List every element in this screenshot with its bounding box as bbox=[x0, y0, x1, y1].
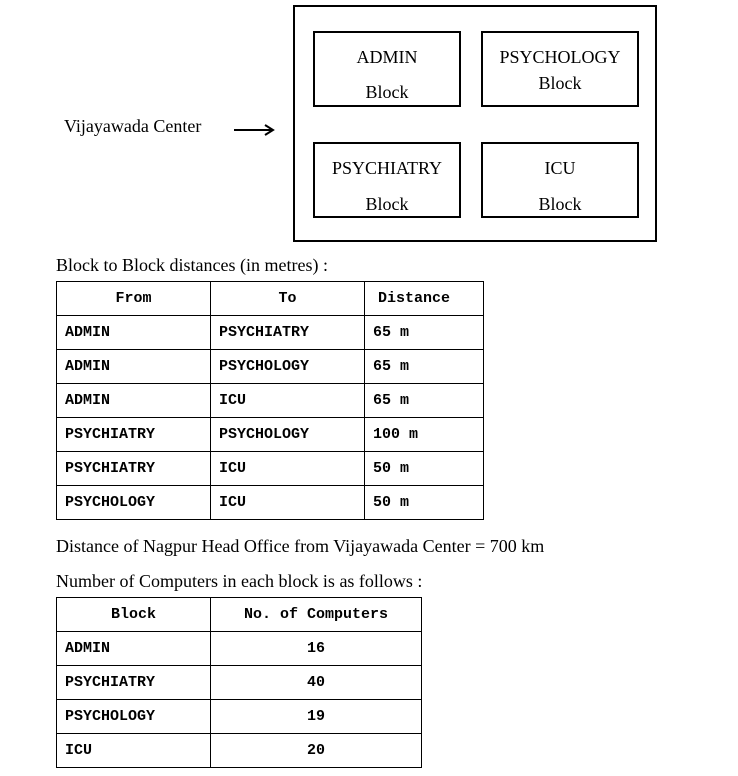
table-cell: PSYCHOLOGY bbox=[57, 486, 211, 520]
table-cell: PSYCHIATRY bbox=[57, 452, 211, 486]
table-row bbox=[57, 700, 422, 734]
campus-layout bbox=[293, 5, 657, 242]
computers-table bbox=[56, 597, 422, 768]
table-row bbox=[57, 418, 484, 452]
block-sub: Block bbox=[538, 73, 582, 93]
block-name: ICU bbox=[544, 158, 576, 178]
table-row bbox=[57, 666, 422, 700]
block-psychology bbox=[481, 31, 639, 107]
table-cell: 50 m bbox=[365, 486, 484, 520]
block-admin bbox=[313, 31, 461, 107]
table-cell: 65 m bbox=[365, 350, 484, 384]
table-cell: PSYCHIATRY bbox=[211, 316, 365, 350]
table-cell: PSYCHOLOGY bbox=[211, 418, 365, 452]
table-row bbox=[57, 486, 484, 520]
table-cell: ADMIN bbox=[57, 384, 211, 418]
table-cell: 20 bbox=[211, 734, 422, 768]
block-name: ADMIN bbox=[356, 47, 418, 67]
table-cell: PSYCHIATRY bbox=[57, 666, 211, 700]
table-header: No. of Computers bbox=[211, 598, 422, 632]
table-cell: 19 bbox=[211, 700, 422, 734]
table-cell: ADMIN bbox=[57, 316, 211, 350]
table-cell: ICU bbox=[211, 486, 365, 520]
table-cell: 65 m bbox=[365, 384, 484, 418]
distances-table bbox=[56, 281, 484, 520]
table-row bbox=[57, 316, 484, 350]
table-header: Distance bbox=[365, 282, 484, 316]
table-header: To bbox=[211, 282, 365, 316]
table-cell: 100 m bbox=[365, 418, 484, 452]
computers-caption: Number of Computers in each block is as follows : bbox=[56, 571, 423, 591]
block-icu bbox=[481, 142, 639, 218]
table-header: Block bbox=[57, 598, 211, 632]
table-row bbox=[57, 350, 484, 384]
block-name: PSYCHOLOGY bbox=[499, 47, 621, 67]
table-cell: ADMIN bbox=[57, 350, 211, 384]
right-arrow-icon bbox=[234, 120, 276, 138]
table-cell: PSYCHOLOGY bbox=[211, 350, 365, 384]
table-row bbox=[57, 452, 484, 486]
table-cell: ICU bbox=[211, 452, 365, 486]
distances-caption: Block to Block distances (in metres) : bbox=[56, 255, 328, 275]
table-cell: 40 bbox=[211, 666, 422, 700]
table-row bbox=[57, 632, 422, 666]
head-office-distance: Distance of Nagpur Head Office from Vijayawada Center = 700 km bbox=[56, 536, 545, 556]
table-cell: PSYCHOLOGY bbox=[57, 700, 211, 734]
table-row bbox=[57, 384, 484, 418]
table-cell: PSYCHIATRY bbox=[57, 418, 211, 452]
table-cell: 16 bbox=[211, 632, 422, 666]
table-header-row bbox=[57, 598, 422, 632]
table-cell: ICU bbox=[57, 734, 211, 768]
block-sub: Block bbox=[365, 82, 409, 102]
block-sub: Block bbox=[538, 194, 582, 214]
table-header: From bbox=[57, 282, 211, 316]
block-psychiatry bbox=[313, 142, 461, 218]
table-cell: 50 m bbox=[365, 452, 484, 486]
table-header-row bbox=[57, 282, 484, 316]
table-cell: ADMIN bbox=[57, 632, 211, 666]
table-cell: ICU bbox=[211, 384, 365, 418]
block-sub: Block bbox=[365, 194, 409, 214]
center-label: Vijayawada Center bbox=[64, 116, 202, 136]
block-name: PSYCHIATRY bbox=[331, 158, 443, 178]
table-cell: 65 m bbox=[365, 316, 484, 350]
table-row bbox=[57, 734, 422, 768]
